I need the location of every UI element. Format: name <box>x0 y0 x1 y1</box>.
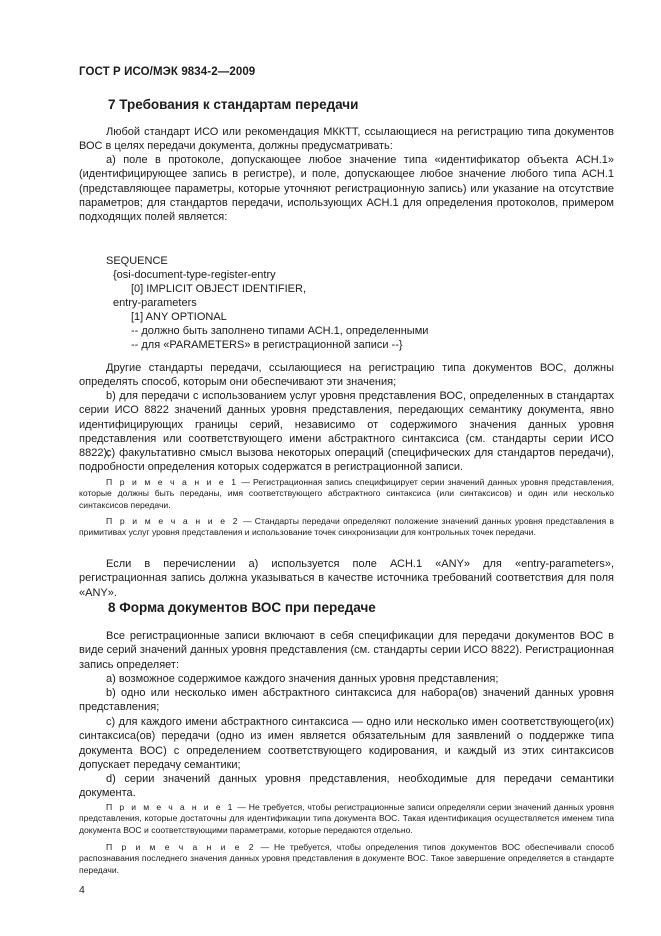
section-8-note-1 <box>79 802 614 836</box>
section-7-note-2 <box>79 516 614 539</box>
asn1-code-line-6: -- должно быть заполнено типами АСН.1, определенными <box>131 325 429 337</box>
section-8-item-b: b) одно или несколько имен абстрактного синтаксиса для набора(ов) значений данных уровня представления; <box>79 687 614 714</box>
note-label: П р и м е ч а н и е 2 <box>106 516 240 526</box>
note-label: П р и м е ч а н и е 1 <box>106 477 239 487</box>
note-text: — Стандарты передачи определяют положение значений данных уровня представления в примитивах услуг уровня представления и использование точек синхронизации для контрольных точек передачи. <box>79 516 614 538</box>
asn1-code-line-2: {osi-document-type-register-entry <box>113 269 276 281</box>
asn1-code-line-5: [1] ANY OPTIONAL <box>131 311 227 323</box>
note-text: — Не требуется, чтобы регистрационные записи определяли серии значений данных уровня представления, которые достаточны для идентификации типа документа ВОС. Такая идентификация осуществляется именем типа документа ВОС и соответствующими параметрами, которые передаются отдельно. <box>79 802 614 835</box>
section-7-paragraph-1: Любой стандарт ИСО или рекомендация МККТТ, ссылающиеся на регистрацию типа документов ВОС в целях передачи документа, должны предусматривать: <box>79 126 614 153</box>
note-label: П р и м е ч а н и е 2 <box>106 842 256 852</box>
note-text: — Не требуется, чтобы определения типов документов ВОС обеспечивали способ распознавания последнего значения данных уровня представления в документе ВОС. Такое завершение определяется в стандарте передачи. <box>79 842 614 875</box>
section-8-item-d: d) серии значений данных уровня представления, необходимые для передачи семантики документа. <box>79 773 614 800</box>
section-8-title: 8 Форма документов ВОС при передаче <box>108 600 376 615</box>
document-header: ГОСТ Р ИСО/МЭК 9834-2—2009 <box>79 66 256 78</box>
section-7-item-b: b) для передачи с использованием услуг уровня представления ВОС, определенных в стандартах серии ИСО 8822 значений данных уровня представления, передающих семантику документа, явно идентифицирующих границы серий, независимо от содержимого значения данных уровня представления или соответствующего имени абстрактного синтаксиса (см. стандарты серии ИСО 8822); <box>79 390 614 460</box>
section-7-title: 7 Требования к стандартам передачи <box>108 97 359 112</box>
section-8-paragraph-1: Все регистрационные записи включают в себя спецификации для передачи документов ВОС в виде серий значений данных уровня представления (см. стандарты серии ИСО 8822). Регистрационная запись определяет: <box>79 630 614 671</box>
section-7-item-c: с) факультативно смысл вызова некоторых операций (специфических для стандартов передачи), подробности определения которых содержатся в регистрационной записи. <box>79 447 614 474</box>
section-8-note-2 <box>79 842 614 876</box>
asn1-code-line-7: -- для «PARAMETERS» в регистрационной записи --} <box>131 339 403 351</box>
page-number: 4 <box>79 884 85 896</box>
note-label: П р и м е ч а н и е 1 <box>106 802 235 812</box>
section-8-item-a: а) возможное содержимое каждого значения данных уровня представления; <box>106 673 499 685</box>
note-text: — Регистрационная запись специфицирует серии значений данных уровня представления, которые должны быть переданы, имя соответствующего абстрактного синтаксиса (или синтаксисов) и один или несколько синтаксисов передачи. <box>79 477 614 510</box>
section-7-item-a: а) поле в протоколе, допускающее любое значение типа «идентификатор объекта АСН.1» (идентифицирующее запись в регистре), и поле, допускающее любое значение любого типа АСН.1 (представляющее параметры, которые уточняют регистрационную запись) или указание на отсутствие параметров; для стандартов передачи, использующих АСН.1 для определения протоколов, примером подходящих полей является: <box>79 154 614 224</box>
asn1-code-line-4: entry-parameters <box>113 297 197 309</box>
asn1-code-line-3: [0] IMPLICIT OBJECT IDENTIFIER, <box>131 283 307 295</box>
section-7-paragraph-other-standards: Другие стандарты передачи, ссылающиеся на регистрацию типа документов ВОС, должны определять способ, которым они обеспечивают эти значения; <box>79 362 614 389</box>
section-8-item-c: с) для каждого имени абстрактного синтаксиса — одно или несколько имен соответствующего(их) синтаксиса(ов) передачи (одно из имен является обязательным для заявлений о поддержке типа документа ВОС) с определением соответствующего кодирования, и каждый из этих синтаксисов допускает передачу семантики; <box>79 716 614 771</box>
section-7-note-1 <box>79 477 614 511</box>
section-7-paragraph-any: Если в перечислении а) используется поле АСН.1 «ANY» для «entry-parameters», регистрационная запись должна указываться в качестве источника требований соответствия для поля «ANY». <box>79 558 614 599</box>
asn1-code-line-1: SEQUENCE <box>106 255 168 267</box>
